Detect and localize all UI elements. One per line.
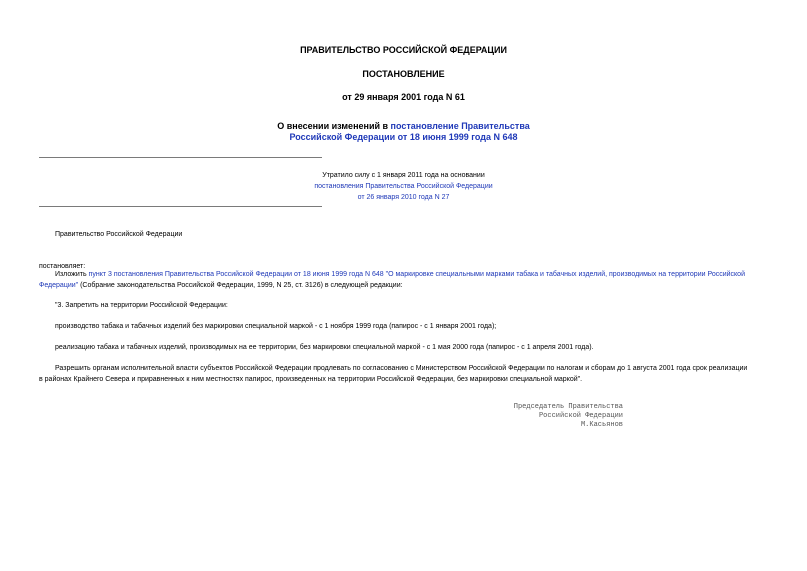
p1-link-cont[interactable]: Федерации" xyxy=(39,282,79,289)
repeal-note-line1: Утратило силу с 1 января 2011 года на основании xyxy=(322,172,485,179)
paragraph-3: производство табака и табачных изделий без маркировки специальной маркой - с 1 ноября 1999 года (папирос - с 1 января 2001 года); xyxy=(55,323,497,330)
title-prefix: О внесении изменений в xyxy=(277,121,391,131)
repeal-note-link2[interactable]: от 26 января 2010 года N 27 xyxy=(357,194,450,201)
paragraph-1-line2 xyxy=(39,280,403,291)
divider-top xyxy=(39,157,322,158)
signature-organization: Российской Федерации xyxy=(538,412,623,420)
decree-text: постановляет: xyxy=(39,263,86,270)
repeal-note-link1[interactable]: постановления Правительства Российской Федерации xyxy=(314,183,493,190)
title-link-1[interactable]: постановление Правительства xyxy=(390,121,530,131)
document-date: от 29 января 2001 года N 61 xyxy=(342,92,465,102)
paragraph-4: реализацию табака и табачных изделий, производимых на ее территории, без маркировки специальной маркой - с 1 мая 2000 года (папирос - с 1 апреля 2001 года). xyxy=(55,344,594,351)
intro-text: Правительство Российской Федерации xyxy=(55,231,183,238)
paragraph-5-line2: в районах Крайнего Севера и приравненных к ним местностях папирос, произведенных на территории Российской Федерации, без маркировки специальной маркой". xyxy=(39,376,583,383)
document-title xyxy=(0,121,807,132)
paragraph-5-line1: Разрешить органам исполнительной власти субъектов Российской Федерации продлевать по согласованию с Министерством Российской Федерации по налогам и сборам до 1 августа 2001 года срок реализации xyxy=(55,365,748,372)
signature-name: М.Касьянов xyxy=(580,421,623,429)
p1-link[interactable]: пункт 3 постановления Правительства Российской Федерации от 18 июня 1999 года N 648 "О маркировке специальными марками табака и табачных изделий, производимых на территории Российской xyxy=(88,271,745,278)
government-heading: ПРАВИТЕЛЬСТВО РОССИЙСКОЙ ФЕДЕРАЦИИ xyxy=(300,45,507,55)
p1-prefix: Изложить xyxy=(55,271,89,278)
paragraph-1-line1 xyxy=(55,269,745,280)
signature-position: Председатель Правительства xyxy=(513,403,623,411)
document-title-line2 xyxy=(0,132,807,143)
p1-suffix: (Собрание законодательства Российской Федерации, 1999, N 25, ст. 3126) в следующей редакции: xyxy=(78,282,403,289)
divider-bottom xyxy=(39,206,322,207)
document-type: ПОСТАНОВЛЕНИЕ xyxy=(362,69,445,79)
title-link-2[interactable]: Российской Федерации от 18 июня 1999 года N 648 xyxy=(289,132,518,142)
paragraph-2: "3. Запретить на территории Российской Федерации: xyxy=(55,302,228,309)
